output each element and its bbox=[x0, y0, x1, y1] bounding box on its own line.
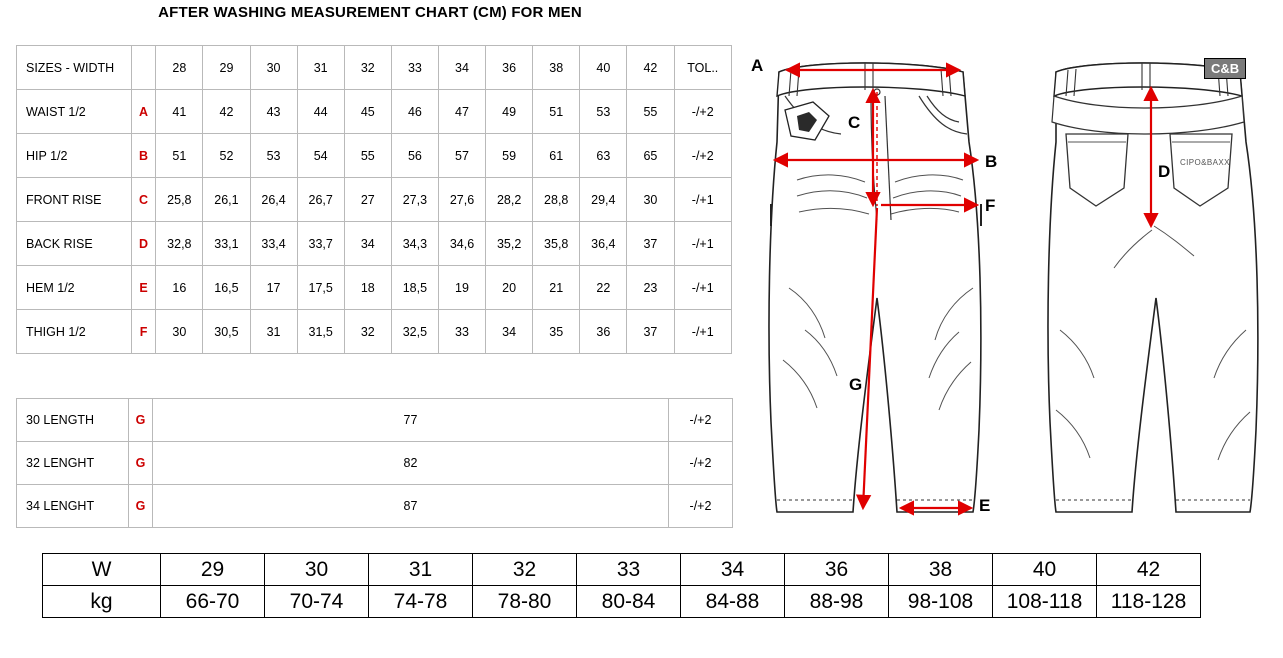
weight-row-header: kg bbox=[43, 586, 161, 618]
label-a: A bbox=[751, 56, 764, 75]
brand-badge: C&B bbox=[1204, 58, 1246, 79]
measure-cell: 17 bbox=[250, 266, 297, 310]
weight-cell: 31 bbox=[369, 554, 473, 586]
row-code: F bbox=[131, 310, 156, 354]
measure-cell: 26,7 bbox=[297, 178, 344, 222]
weight-cell: 29 bbox=[161, 554, 265, 586]
measure-cell: 21 bbox=[533, 266, 580, 310]
weight-row-header: W bbox=[43, 554, 161, 586]
measure-cell: 53 bbox=[580, 90, 627, 134]
jeans-back-diagram bbox=[1030, 30, 1280, 540]
label-e: E bbox=[979, 496, 991, 515]
measure-cell: 32 bbox=[344, 310, 391, 354]
measure-cell: 47 bbox=[438, 90, 485, 134]
length-value: 87 bbox=[153, 485, 669, 528]
size-header-cell: 32 bbox=[344, 46, 391, 90]
weight-cell: 70-74 bbox=[265, 586, 369, 618]
measure-cell: 33 bbox=[438, 310, 485, 354]
weight-cell: 108-118 bbox=[993, 586, 1097, 618]
tolerance-cell: -/+1 bbox=[674, 178, 732, 222]
measure-cell: 22 bbox=[580, 266, 627, 310]
size-header-cell: 31 bbox=[297, 46, 344, 90]
page-title: AFTER WASHING MEASUREMENT CHART (CM) FOR MEN bbox=[158, 4, 582, 21]
measure-cell: 32,8 bbox=[156, 222, 203, 266]
size-header-cell: 29 bbox=[203, 46, 250, 90]
tolerance-cell: -/+2 bbox=[669, 485, 733, 528]
tolerance-cell: -/+1 bbox=[674, 222, 732, 266]
measure-cell: 41 bbox=[156, 90, 203, 134]
measure-cell: 57 bbox=[438, 134, 485, 178]
weight-cell: 33 bbox=[577, 554, 681, 586]
weight-cell: 42 bbox=[1097, 554, 1201, 586]
table-row bbox=[17, 134, 732, 178]
measure-cell: 44 bbox=[297, 90, 344, 134]
row-code: G bbox=[129, 399, 153, 442]
measure-cell: 36,4 bbox=[580, 222, 627, 266]
table-row bbox=[17, 485, 733, 528]
jeans-front-illustration bbox=[745, 30, 1015, 540]
measure-cell: 27,3 bbox=[391, 178, 438, 222]
weight-cell: 36 bbox=[785, 554, 889, 586]
size-header-cell: 33 bbox=[391, 46, 438, 90]
measure-cell: 30,5 bbox=[203, 310, 250, 354]
row-label: HEM 1/2 bbox=[17, 266, 132, 310]
tolerance-cell: -/+1 bbox=[674, 266, 732, 310]
measure-cell: 30 bbox=[627, 178, 674, 222]
label-c: C bbox=[848, 113, 861, 132]
measure-cell: 34 bbox=[486, 310, 533, 354]
measure-cell: 34 bbox=[344, 222, 391, 266]
measure-cell: 34,3 bbox=[391, 222, 438, 266]
row-label: BACK RISE bbox=[17, 222, 132, 266]
size-header-cell: 34 bbox=[438, 46, 485, 90]
measure-cell: 52 bbox=[203, 134, 250, 178]
measure-cell: 36 bbox=[580, 310, 627, 354]
size-header-cell: 28 bbox=[156, 46, 203, 90]
table-row bbox=[17, 222, 732, 266]
measure-cell: 28,2 bbox=[486, 178, 533, 222]
row-code: B bbox=[131, 134, 156, 178]
measure-cell: 65 bbox=[627, 134, 674, 178]
measure-cell: 35,8 bbox=[533, 222, 580, 266]
size-header-cell: 30 bbox=[250, 46, 297, 90]
weight-cell: 32 bbox=[473, 554, 577, 586]
measure-cell: 19 bbox=[438, 266, 485, 310]
row-code: E bbox=[131, 266, 156, 310]
measure-cell: 35 bbox=[533, 310, 580, 354]
measure-cell: 26,1 bbox=[203, 178, 250, 222]
label-d: D bbox=[1158, 162, 1171, 181]
weight-cell: 38 bbox=[889, 554, 993, 586]
label-f: F bbox=[985, 196, 996, 215]
label-b: B bbox=[985, 152, 998, 171]
measure-cell: 53 bbox=[250, 134, 297, 178]
size-header-cell: 40 bbox=[580, 46, 627, 90]
weight-cell: 84-88 bbox=[681, 586, 785, 618]
weight-cell: 66-70 bbox=[161, 586, 265, 618]
length-table bbox=[16, 398, 733, 528]
row-label: FRONT RISE bbox=[17, 178, 132, 222]
measure-cell: 30 bbox=[156, 310, 203, 354]
measure-cell: 42 bbox=[203, 90, 250, 134]
measure-cell: 23 bbox=[627, 266, 674, 310]
row-code: G bbox=[129, 442, 153, 485]
row-label: THIGH 1/2 bbox=[17, 310, 132, 354]
measure-cell: 27,6 bbox=[438, 178, 485, 222]
measure-cell: 33,7 bbox=[297, 222, 344, 266]
measure-cell: 63 bbox=[580, 134, 627, 178]
measure-cell: 34,6 bbox=[438, 222, 485, 266]
tolerance-header-cell: TOL.. bbox=[674, 46, 732, 90]
table-row bbox=[43, 586, 1201, 618]
measure-cell: 56 bbox=[391, 134, 438, 178]
size-header-cell: 36 bbox=[486, 46, 533, 90]
measure-cell: 35,2 bbox=[486, 222, 533, 266]
tolerance-cell: -/+2 bbox=[669, 399, 733, 442]
measure-cell: 37 bbox=[627, 310, 674, 354]
size-header-cell: 38 bbox=[533, 46, 580, 90]
tolerance-cell: -/+2 bbox=[674, 90, 732, 134]
measure-cell: 20 bbox=[486, 266, 533, 310]
weight-cell: 78-80 bbox=[473, 586, 577, 618]
measure-cell: 17,5 bbox=[297, 266, 344, 310]
measure-cell: 31 bbox=[250, 310, 297, 354]
weight-cell: 80-84 bbox=[577, 586, 681, 618]
measure-cell: 51 bbox=[533, 90, 580, 134]
measure-cell: 33,1 bbox=[203, 222, 250, 266]
measure-cell: 55 bbox=[344, 134, 391, 178]
weight-cell: 40 bbox=[993, 554, 1097, 586]
measure-cell: 46 bbox=[391, 90, 438, 134]
measure-cell: 25,8 bbox=[156, 178, 203, 222]
table-row bbox=[17, 442, 733, 485]
measure-cell: 29,4 bbox=[580, 178, 627, 222]
measure-cell: 18 bbox=[344, 266, 391, 310]
tolerance-cell: -/+2 bbox=[669, 442, 733, 485]
measure-cell: 51 bbox=[156, 134, 203, 178]
table-row bbox=[43, 554, 1201, 586]
measure-cell: 27 bbox=[344, 178, 391, 222]
row-label: 30 LENGTH bbox=[17, 399, 129, 442]
measure-cell: 54 bbox=[297, 134, 344, 178]
weight-cell: 118-128 bbox=[1097, 586, 1201, 618]
measure-cell: 31,5 bbox=[297, 310, 344, 354]
table-header-row bbox=[17, 46, 732, 90]
measure-cell: 16 bbox=[156, 266, 203, 310]
table-row bbox=[17, 178, 732, 222]
measure-cell: 28,8 bbox=[533, 178, 580, 222]
table-header-code bbox=[131, 46, 156, 90]
table-row bbox=[17, 90, 732, 134]
length-value: 82 bbox=[153, 442, 669, 485]
measurement-table bbox=[16, 45, 732, 354]
measure-cell: 45 bbox=[344, 90, 391, 134]
weight-cell: 30 bbox=[265, 554, 369, 586]
row-code: C bbox=[131, 178, 156, 222]
tolerance-cell: -/+1 bbox=[674, 310, 732, 354]
length-value: 77 bbox=[153, 399, 669, 442]
row-label: 32 LENGHT bbox=[17, 442, 129, 485]
row-code: G bbox=[129, 485, 153, 528]
weight-cell: 34 bbox=[681, 554, 785, 586]
row-code: A bbox=[131, 90, 156, 134]
row-label: HIP 1/2 bbox=[17, 134, 132, 178]
weight-cell: 74-78 bbox=[369, 586, 473, 618]
jeans-back-illustration bbox=[1030, 30, 1280, 540]
jeans-front-diagram bbox=[745, 30, 1015, 540]
measure-cell: 26,4 bbox=[250, 178, 297, 222]
table-header-label: SIZES - WIDTH bbox=[17, 46, 132, 90]
tolerance-cell: -/+2 bbox=[674, 134, 732, 178]
row-label: WAIST 1/2 bbox=[17, 90, 132, 134]
measure-cell: 16,5 bbox=[203, 266, 250, 310]
measure-cell: 43 bbox=[250, 90, 297, 134]
measure-cell: 32,5 bbox=[391, 310, 438, 354]
row-label: 34 LENGHT bbox=[17, 485, 129, 528]
measure-cell: 55 bbox=[627, 90, 674, 134]
table-row bbox=[17, 399, 733, 442]
table-row bbox=[17, 266, 732, 310]
weight-table bbox=[42, 553, 1201, 618]
weight-cell: 88-98 bbox=[785, 586, 889, 618]
measure-cell: 37 bbox=[627, 222, 674, 266]
row-code: D bbox=[131, 222, 156, 266]
weight-cell: 98-108 bbox=[889, 586, 993, 618]
measure-cell: 61 bbox=[533, 134, 580, 178]
measure-cell: 49 bbox=[486, 90, 533, 134]
measure-cell: 59 bbox=[486, 134, 533, 178]
table-row bbox=[17, 310, 732, 354]
size-header-cell: 42 bbox=[627, 46, 674, 90]
label-g: G bbox=[849, 375, 863, 394]
measure-cell: 18,5 bbox=[391, 266, 438, 310]
measure-cell: 33,4 bbox=[250, 222, 297, 266]
brand-label: CIPO&BAXX bbox=[1180, 158, 1230, 167]
